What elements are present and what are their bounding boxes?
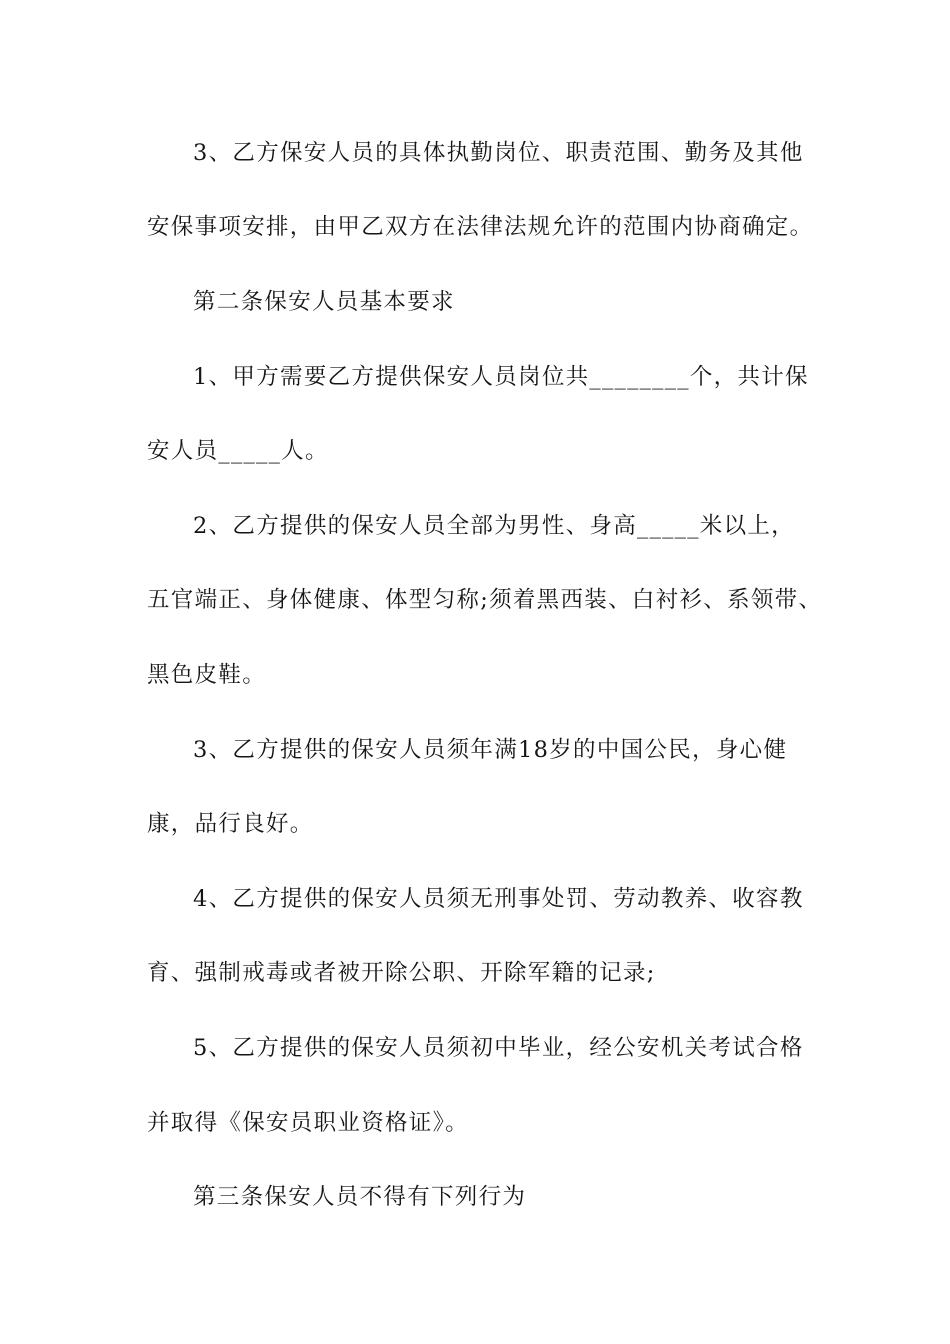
paragraph-line: 安人员_____人。 bbox=[147, 438, 329, 464]
paragraph-line: 5、乙方提供的保安人员须初中毕业，经公安机关考试合格 bbox=[193, 1035, 804, 1061]
paragraph-line: 2、乙方提供的保安人员全部为男性、身高_____米以上， bbox=[193, 513, 795, 539]
paragraph-line: 3、乙方保安人员的具体执勤岗位、职责范围、勤务及其他 bbox=[193, 140, 804, 166]
paragraph-line: 康，品行良好。 bbox=[147, 811, 314, 837]
paragraph-line: 育、强制戒毒或者被开除公职、开除军籍的记录; bbox=[147, 960, 656, 986]
paragraph-line: 安保事项安排，由甲乙双方在法律法规允许的范围内协商确定。 bbox=[147, 214, 814, 240]
paragraph-line: 1、甲方需要乙方提供保安人员岗位共________个，共计保 bbox=[193, 364, 809, 390]
paragraph-line: 4、乙方提供的保安人员须无刑事处罚、劳动教养、收容教 bbox=[193, 886, 804, 912]
paragraph-line: 黑色皮鞋。 bbox=[147, 662, 267, 688]
section-heading: 第二条保安人员基本要求 bbox=[193, 289, 455, 315]
paragraph-line: 五官端正、身体健康、体型匀称;须着黑西装、白衬衫、系领带、 bbox=[147, 587, 823, 613]
paragraph-line: 3、乙方提供的保安人员须年满18岁的中国公民，身心健 bbox=[193, 737, 788, 763]
paragraph-line: 并取得《保安员职业资格证》。 bbox=[147, 1110, 469, 1136]
section-heading: 第三条保安人员不得有下列行为 bbox=[193, 1184, 527, 1210]
